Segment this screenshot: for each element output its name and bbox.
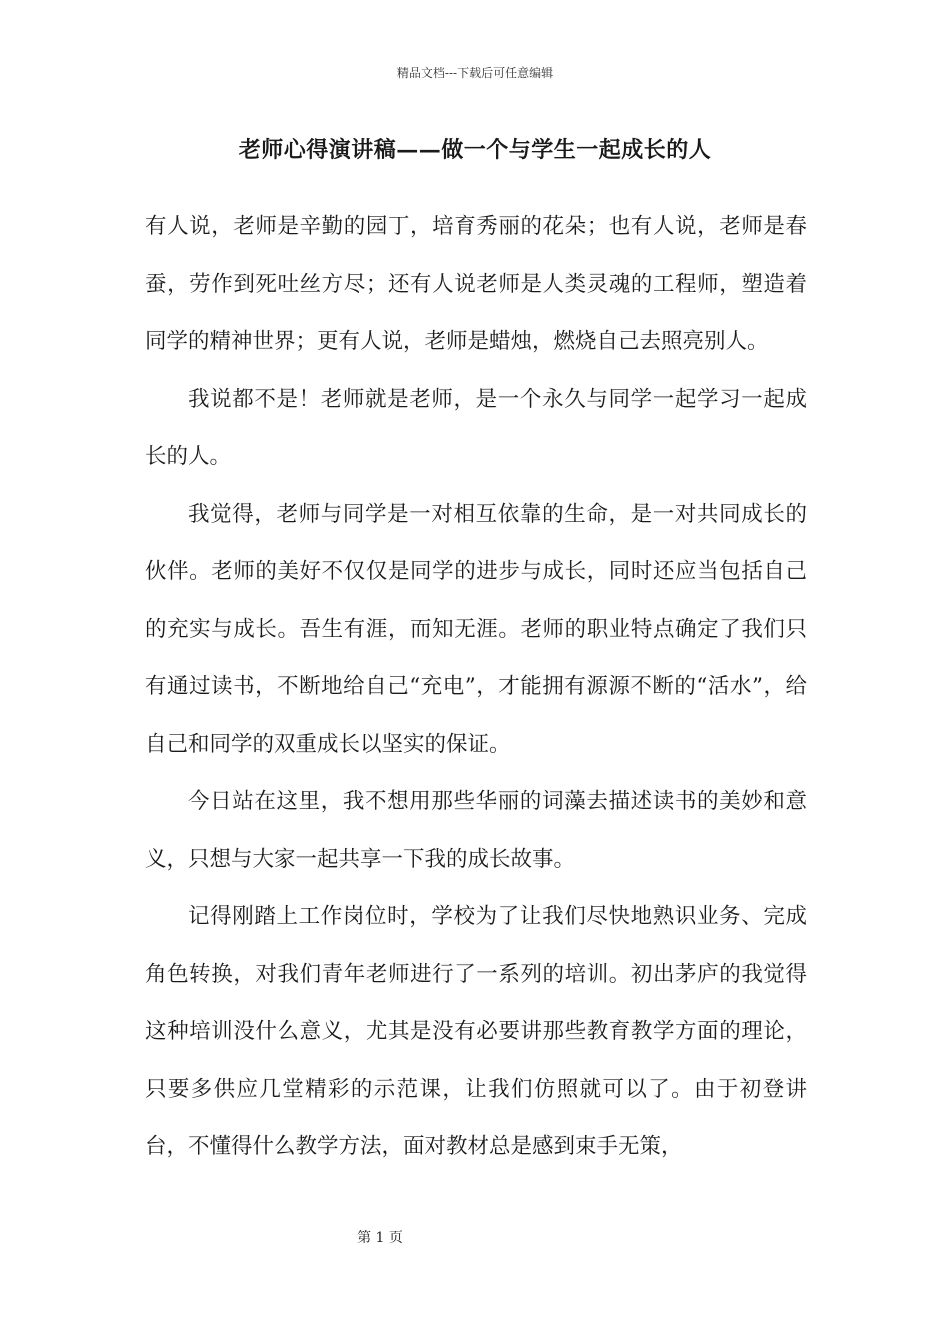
- paragraph-1: 有人说，老师是辛勤的园丁，培育秀丽的花朵；也有人说，老师是春蚕，劳作到死吐丝方尽；还有人说老师是人类灵魂的工程师，塑造着同学的精神世界；更有人说，老师是蜡烛，燃烧自己去照亮别人。: [145, 214, 807, 354]
- page-number: 第 1 页: [357, 1230, 403, 1246]
- document-title: 老师心得演讲稿——做一个与学生一起成长的人: [238, 137, 712, 163]
- document-body: [145, 198, 807, 1176]
- paragraph-5: 记得刚踏上工作岗位时，学校为了让我们尽快地熟识业务、完成角色转换，对我们青年老师进行了一系列的培训。初出茅庐的我觉得这种培训没什么意义，尤其是没有必要讲那些教育教学方面的理论，只要多供应几堂精彩的示范课，让我们仿照就可以了。由于初登讲台，不懂得什么教学方法，面对教材总是感到束手无策，: [145, 904, 807, 1159]
- paragraph-2: 我说都不是！老师就是老师，是一个永久与同学一起学习一起成长的人。: [145, 386, 807, 469]
- page-header: 精品文档---下载后可任意编辑: [396, 66, 554, 80]
- paragraph-4: 今日站在这里，我不想用那些华丽的词藻去描述读书的美妙和意义，只想与大家一起共享一下我的成长故事。: [145, 789, 807, 872]
- paragraph-3: 我觉得，老师与同学是一对相互依靠的生命，是一对共同成长的伙伴。老师的美好不仅仅是同学的进步与成长，同时还应当包括自己的充实与成长。吾生有涯，而知无涯。老师的职业特点确定了我们只有通过读书，不断地给自己“充电”，才能拥有源源不断的“活水”，给自己和同学的双重成长以坚实的保证。: [145, 501, 807, 757]
